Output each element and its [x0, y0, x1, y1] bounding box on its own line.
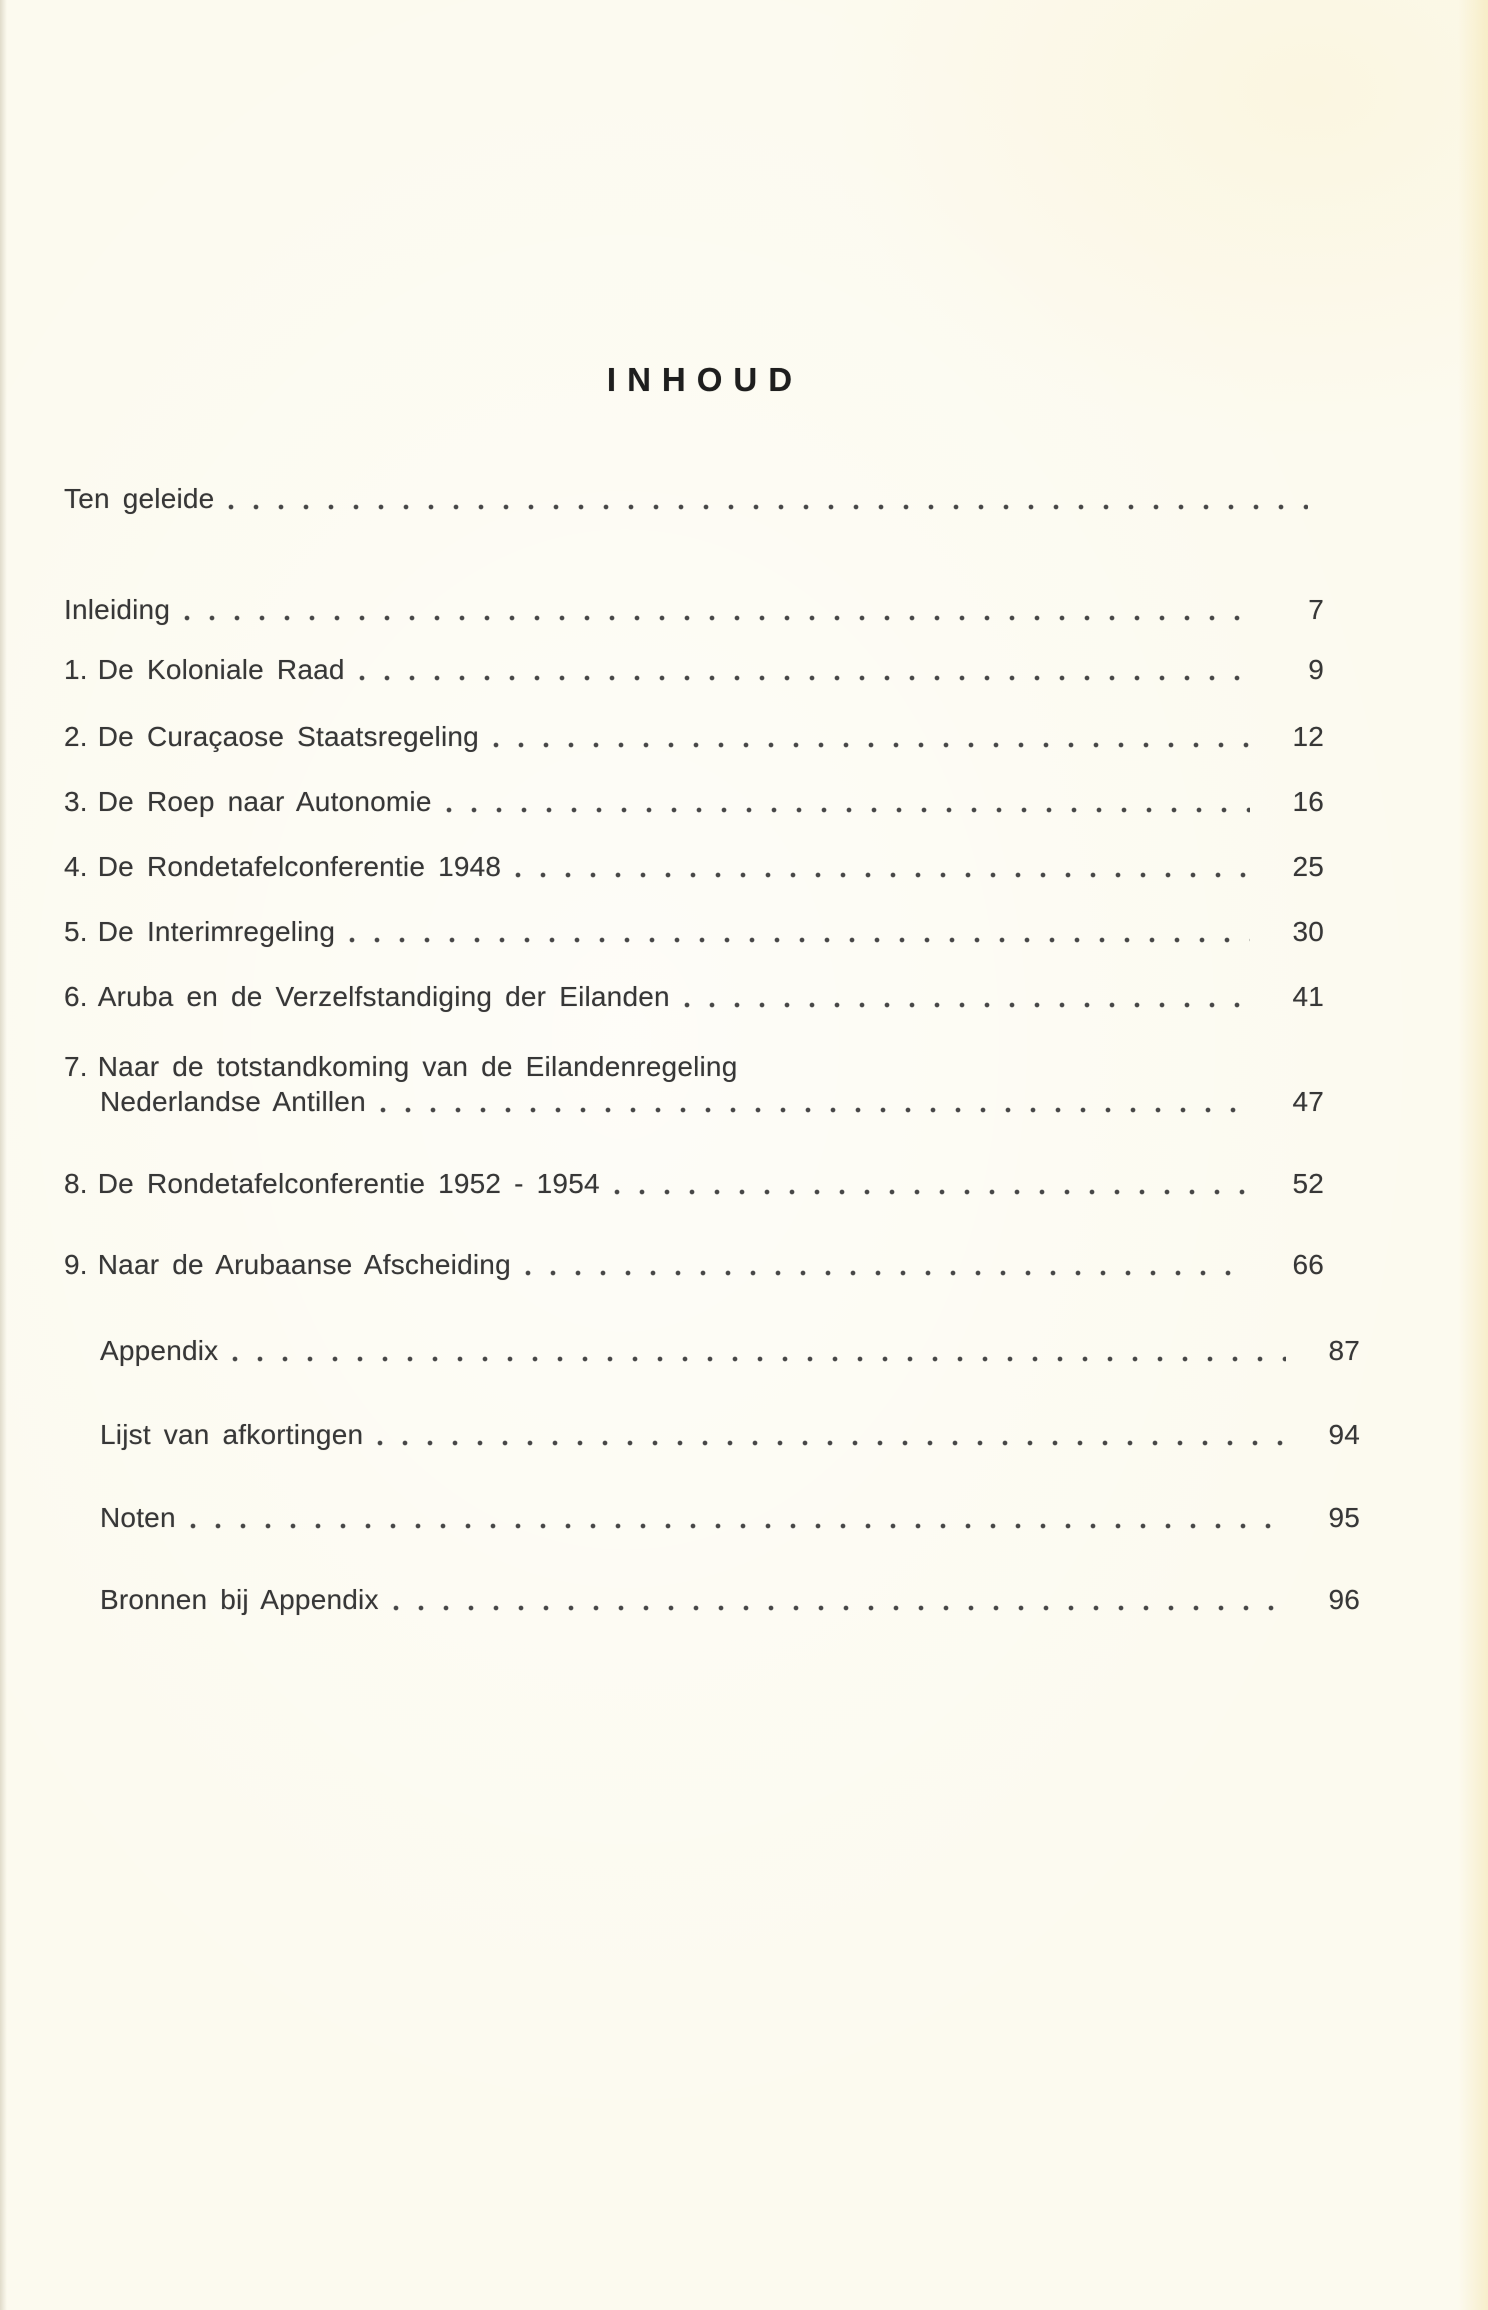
toc-entry-page: 87 — [1328, 1335, 1360, 1366]
toc-entry-lijst-van-afkortingen — [64, 1417, 1360, 1452]
toc-entry-number: 6. — [64, 981, 88, 1012]
toc-entry-line1 — [64, 1049, 1324, 1084]
dot-leader — [359, 652, 1250, 687]
toc-entry-label: De Curaçaose Staatsregeling — [97, 721, 479, 752]
toc-entry-label: Noten — [100, 1502, 176, 1533]
toc-entry-page: 25 — [1292, 851, 1324, 882]
toc-entry-label: Lijst van afkortingen — [100, 1419, 364, 1450]
toc-entry-page: 16 — [1292, 786, 1324, 817]
toc-entry-bronnen-bij-appendix — [64, 1582, 1360, 1617]
toc-entry-label: De Interimregeling — [97, 916, 336, 947]
toc-entry-page: 94 — [1328, 1419, 1360, 1450]
dot-leader — [349, 914, 1250, 949]
toc-entry-1 — [64, 652, 1324, 687]
toc-entry-label: Aruba en de Verzelfstandiging der Eilanden — [97, 981, 670, 1012]
dot-leader — [377, 1417, 1286, 1452]
dot-leader — [190, 1500, 1286, 1535]
toc-entry-page: 9 — [1308, 654, 1324, 685]
dot-leader — [493, 719, 1250, 754]
toc-entry-number: 1. — [64, 654, 88, 685]
toc-entry-label: De Rondetafelconferentie 1948 — [97, 851, 502, 882]
toc-entry-number: 7. — [64, 1051, 88, 1082]
toc-entry-ten-geleide — [64, 481, 1324, 516]
toc-entry-number: 2. — [64, 721, 88, 752]
toc-entry-page: 41 — [1292, 981, 1324, 1012]
toc-entry-page: 66 — [1292, 1249, 1324, 1280]
dot-leader — [614, 1166, 1250, 1201]
toc-entry-label: Ten geleide — [64, 483, 215, 514]
toc-entry-label: Inleiding — [64, 594, 171, 625]
toc-entry-page: 52 — [1292, 1168, 1324, 1199]
toc-entry-label-line2: Nederlandse Antillen — [100, 1086, 366, 1117]
toc-entry-9 — [64, 1247, 1324, 1282]
toc-entry-3 — [64, 784, 1324, 819]
toc-entry-6 — [64, 979, 1324, 1014]
toc-entry-label: De Koloniale Raad — [97, 654, 345, 685]
toc-entry-page: 96 — [1328, 1584, 1360, 1615]
dot-leader — [184, 592, 1250, 627]
toc-entry-page: 12 — [1292, 721, 1324, 752]
toc-entry-label: Appendix — [100, 1335, 219, 1366]
dot-leader — [228, 481, 1308, 516]
toc-entry-number: 3. — [64, 786, 88, 817]
toc-entry-noten — [64, 1500, 1360, 1535]
toc-entry-page: 47 — [1292, 1086, 1324, 1117]
toc-entry-7 — [64, 1049, 1324, 1119]
dot-leader — [393, 1582, 1286, 1617]
toc-entry-number: 9. — [64, 1249, 88, 1280]
dot-leader — [515, 849, 1250, 884]
toc-entry-page: 30 — [1292, 916, 1324, 947]
toc-entry-label: Bronnen bij Appendix — [100, 1584, 379, 1615]
toc-entry-inleiding — [64, 592, 1324, 627]
toc-entry-2 — [64, 719, 1324, 754]
dot-leader — [232, 1333, 1286, 1368]
toc-entry-number: 4. — [64, 851, 88, 882]
toc-entry-label: Naar de totstandkoming van de Eilandenregeling — [97, 1051, 738, 1082]
toc-entry-label: De Rondetafelconferentie 1952 - 1954 — [97, 1168, 600, 1199]
toc-entry-line2 — [64, 1084, 1324, 1119]
toc-entry-label: Naar de Arubaanse Afscheiding — [97, 1249, 511, 1280]
toc-entry-number: 8. — [64, 1168, 88, 1199]
toc-entry-8 — [64, 1166, 1324, 1201]
toc-entry-5 — [64, 914, 1324, 949]
toc-entry-page: 7 — [1308, 594, 1324, 625]
dot-leader — [380, 1084, 1250, 1119]
toc-entry-label: De Roep naar Autonomie — [97, 786, 432, 817]
dot-leader — [446, 784, 1250, 819]
dot-leader — [684, 979, 1250, 1014]
toc-entry-number: 5. — [64, 916, 88, 947]
toc-entry-4 — [64, 849, 1324, 884]
dot-leader — [525, 1247, 1250, 1282]
toc-entry-appendix — [64, 1333, 1360, 1368]
toc-entry-page: 95 — [1328, 1502, 1360, 1533]
page-title: INHOUD — [606, 361, 804, 398]
